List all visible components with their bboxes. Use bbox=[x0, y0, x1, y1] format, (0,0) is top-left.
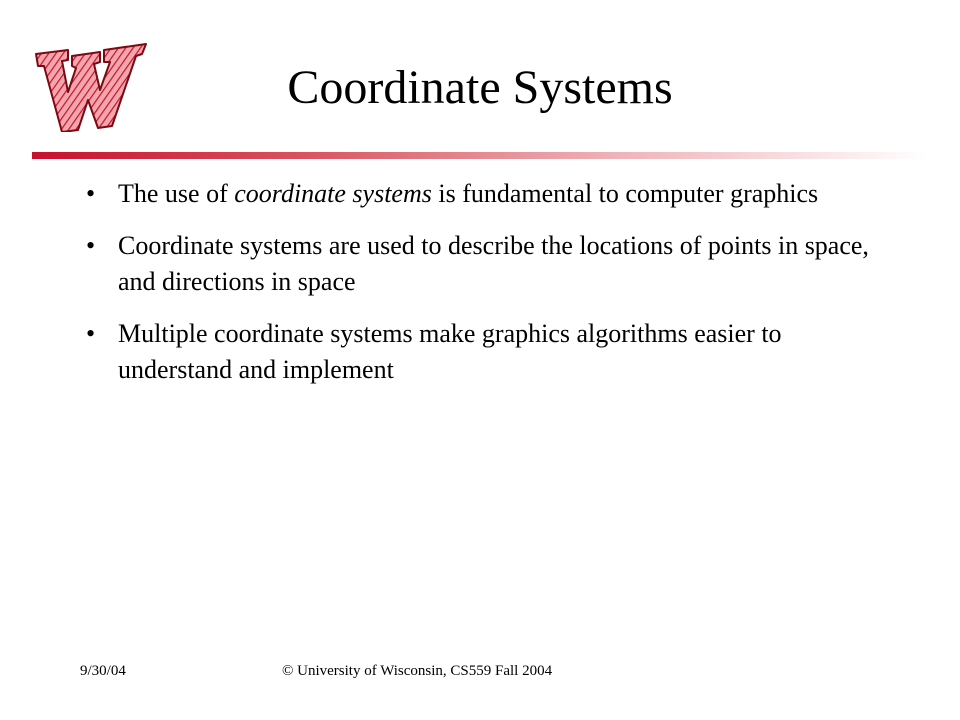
bullet-list bbox=[80, 176, 880, 404]
bullet-point-icon: • bbox=[86, 179, 96, 208]
bullet-text: Coordinate systems are used to describe the locations of points in space, and directions in space bbox=[118, 231, 869, 296]
bullet-item bbox=[80, 228, 880, 300]
title-divider bbox=[32, 152, 928, 159]
bullet-item bbox=[80, 316, 880, 388]
bullet-text: The use of coordinate systems is fundamental to computer graphics bbox=[118, 179, 819, 208]
bullet-point-icon: • bbox=[86, 231, 96, 260]
footer-copyright: © University of Wisconsin, CS559 Fall 2004 bbox=[282, 663, 553, 679]
bullet-item bbox=[80, 176, 880, 212]
footer-date: 9/30/04 bbox=[80, 663, 126, 679]
emphasized-term: coordinate systems bbox=[234, 179, 432, 208]
bullet-point-icon: • bbox=[86, 319, 96, 348]
bullet-text: Multiple coordinate systems make graphics algorithms easier to understand and implement bbox=[118, 319, 782, 384]
slide-title: Coordinate Systems bbox=[287, 61, 673, 114]
